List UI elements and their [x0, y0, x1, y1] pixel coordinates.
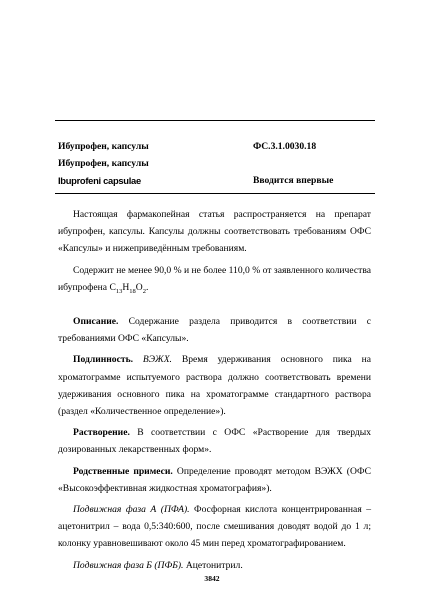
dissolution-label: Растворение.	[73, 427, 130, 439]
content-end: .	[145, 281, 149, 293]
impurities-label: Родственные примеси.	[73, 465, 173, 477]
dissolution-paragraph	[58, 424, 371, 458]
authenticity-text: Время удерживания основного пика на хроматограмме испытуемого раствора должно соответствовать времени удерживания основного пика на хроматограмме стандартного раствора (раздел «Количественное определение»).	[58, 354, 371, 417]
description-paragraph	[58, 313, 371, 347]
monograph-title: Ибупрофен, капсулы	[58, 141, 149, 152]
header-top-rule	[55, 120, 375, 121]
mobile-phase-b-text: Ацетонитрил.	[183, 559, 243, 571]
content-paragraph	[58, 262, 371, 300]
monograph-body	[58, 206, 371, 574]
intro-paragraph: Настоящая фармакопейная статья распространяется на препарат ибупрофен, капсулы. Капсулы должны соответствовать требованиям ОФС «Капсулы» и нижеприведённым требованиям.	[58, 209, 371, 255]
monograph-latin-title: Ibuprofeni capsulae	[58, 175, 141, 186]
impurities-text: Определение проводят методом ВЭЖХ (ОФС «Высокоэффективная жидкостная хроматография»).	[58, 465, 371, 494]
page-number: 3842	[204, 574, 220, 583]
formula-o: O	[135, 281, 143, 293]
content-text: Содержит не менее 90,0 % и не более 110,0 % от заявленного количества ибупрофена C	[58, 264, 371, 293]
description-label: Описание.	[73, 315, 119, 327]
authenticity-label: Подлинность.	[73, 354, 134, 366]
authenticity-paragraph	[58, 351, 371, 420]
formula-h: H	[122, 281, 130, 293]
formula-subscript-c: 13	[115, 287, 123, 295]
mobile-phase-a-text: Фосфорная кислота концентрированная – ацетонитрил – вода 0,5:340:600, после смешивания доводят водой до 1 л; колонку уравновешивают около 45 мин перед хроматографированием.	[58, 503, 371, 550]
authenticity-method: ВЭЖХ.	[133, 354, 172, 366]
monograph-status: Вводится впервые	[253, 175, 334, 186]
description-text: Содержание раздела приводится в соответствии с требованиями ОФС «Капсулы».	[58, 315, 371, 345]
impurities-paragraph	[58, 463, 371, 497]
mobile-phase-a-label: Подвижная фаза А (ПФА).	[73, 503, 190, 515]
dissolution-text: В соответствии с ОФС «Растворение для твердых дозированных лекарственных форм».	[58, 427, 371, 456]
monograph-subtitle: Ибупрофен, капсулы	[58, 158, 149, 169]
formula-subscript-o: 2	[142, 287, 146, 295]
header-bottom-rule	[55, 193, 375, 194]
mobile-phase-a-paragraph	[58, 501, 371, 553]
mobile-phase-b-paragraph	[58, 557, 371, 574]
formula-subscript-h: 18	[129, 287, 136, 295]
mobile-phase-b-label: Подвижная фаза Б (ПФБ).	[73, 559, 184, 571]
monograph-code: ФС.3.1.0030.18	[253, 141, 317, 152]
